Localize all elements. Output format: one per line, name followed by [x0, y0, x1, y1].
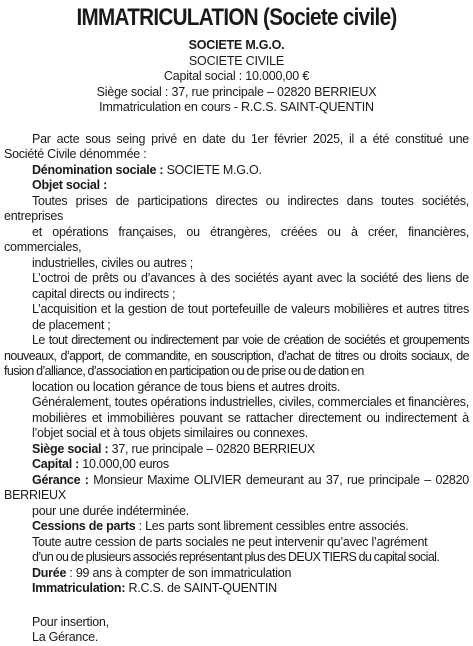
cessions-line	[4, 519, 469, 535]
notice-body	[4, 132, 469, 646]
duree-line	[4, 566, 469, 582]
duree-label: Durée	[32, 565, 67, 580]
siege-line	[4, 442, 469, 458]
company-registration: Immatriculation en cours - R.C.S. SAINT-QUENTIN	[99, 100, 374, 114]
capital-line	[4, 457, 469, 473]
company-seat: Siège social : 37, rue principale – 02820 BERRIEUX	[96, 84, 377, 99]
duree-value: : 99 ans à compter de son immatriculation	[66, 565, 292, 580]
objet-item-4: L’octroi de prêts ou d’avances à des sociétés ayant avec la société des liens de capital directs ou indirects ;	[32, 271, 469, 301]
capital-value: 10.000,00 euros	[79, 457, 169, 471]
siege-label: Siège social :	[32, 441, 109, 456]
objet-item-7: location ou location gérance de tous biens et autres droits.	[32, 379, 341, 394]
objet-item-1: Toutes prises de participations directes ou indirectes dans toutes sociétés, entreprises	[4, 193, 469, 223]
objet-item-6: Le tout directement ou indirectement par voie de création de sociétés et groupements nouveaux, d’apport, de commandite, en souscription, d’achat de titres ou droits sociaux, de fusion d’alliance, d’association en participation ou de prise ou de dation en	[4, 333, 469, 378]
capital-label: Capital :	[32, 457, 80, 471]
intro-paragraph: Par acte sous seing privé en date du 1er février 2025, il a été constitué une Société Civile dénommée :	[4, 131, 469, 161]
objet-item-8: Généralement, toutes opérations industrielles, civiles, commerciales et financières, mobilières et immobilières pouvant se rattacher directement ou indirectement à l’objet social et à tous objets similaires ou connexes.	[32, 395, 469, 440]
objet-item-2: et opérations françaises, ou étrangères, créées ou à créer, financières, commerciales,	[4, 224, 469, 254]
signature-line-2: La Gérance.	[32, 630, 99, 644]
denomination-label: Dénomination sociale :	[32, 162, 164, 177]
signature-block	[4, 615, 469, 646]
objet-item-5: L’acquisition et la gestion de tout portefeuille de valeurs mobilières et autres titres de placement ;	[32, 302, 469, 332]
gerance-value: Monsieur Maxime OLIVIER demeurant au 37, rue principale – 02820 BERRIEUX	[4, 472, 469, 502]
cessions-value: : Les parts sont librement cessibles entre associés.	[135, 519, 409, 533]
gerance-duration: pour une durée indéterminée.	[32, 503, 190, 518]
company-form: SOCIETE CIVILE	[188, 53, 285, 68]
notice-title: IMMATRICULATION (Societe civile)	[76, 4, 397, 31]
cessions-line-3: d’un ou de plusieurs associés représentant plus des DEUX TIERS du capital social.	[32, 550, 440, 564]
company-capital: Capital social : 10.000,00 €	[163, 69, 310, 83]
immatriculation-value: R.C.S. de SAINT-QUENTIN	[125, 581, 277, 595]
immatriculation-label: Immatriculation:	[32, 581, 126, 595]
denomination-line	[4, 163, 469, 179]
company-header	[4, 38, 469, 116]
gerance-label: Gérance :	[32, 472, 89, 487]
cessions-label: Cessions de parts	[32, 519, 136, 533]
gerance-line	[4, 473, 469, 504]
immatriculation-line	[4, 581, 469, 597]
siege-value: 37, rue principale – 02820 BERRIEUX	[108, 441, 315, 456]
cessions-line-2: Toute autre cession de parts sociales ne peut intervenir qu’avec l’agrément	[32, 534, 428, 549]
denomination-value: SOCIETE M.G.O.	[163, 162, 262, 177]
company-name: SOCIETE M.G.O.	[188, 38, 285, 52]
objet-item-3: industrielles, civiles ou autres ;	[32, 255, 194, 270]
signature-line-1: Pour insertion,	[32, 614, 109, 629]
objet-label: Objet social :	[32, 178, 107, 192]
